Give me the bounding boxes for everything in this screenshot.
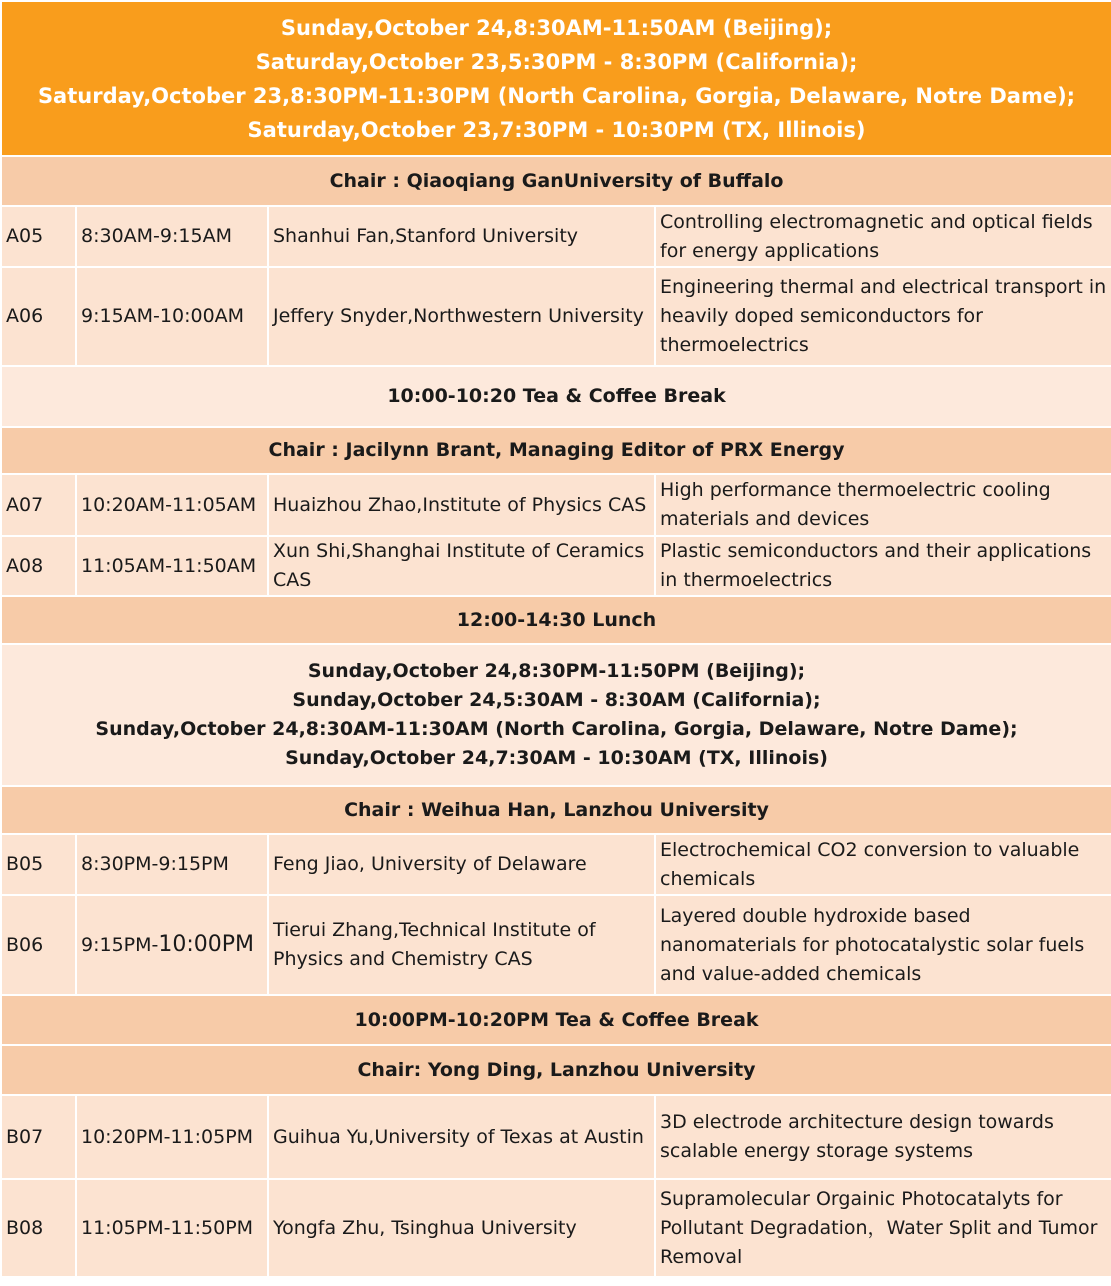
header-line: Saturday,October 23,7:30PM - 10:30PM (TX, Illinois): [247, 117, 866, 142]
talk-time: 10:20PM-11:05PM: [76, 1095, 268, 1179]
talk-title: Layered double hydroxide based nanomaterials for photocatalystic solar fuels and value-added chemicals: [655, 895, 1111, 995]
talk-title: 3D electrode architecture design towards scalable energy storage systems: [655, 1095, 1111, 1179]
session-time-header-2: [1, 644, 1111, 786]
talk-title: Controlling electromagnetic and optical fields for energy applications: [655, 206, 1111, 267]
chair-label: Chair: Yong Ding, Lanzhou University: [1, 1045, 1111, 1095]
lunch-row: [1, 596, 1111, 644]
talk-speaker: Guihua Yu,University of Texas at Austin: [268, 1095, 655, 1179]
chair-row: [1, 1045, 1111, 1095]
table-row: [1, 474, 1111, 536]
talk-speaker: Jeffery Snyder,Northwestern University: [268, 267, 655, 366]
break-label: 10:00PM-10:20PM Tea & Coffee Break: [1, 995, 1111, 1045]
header-line: Sunday,October 24,8:30AM-11:30AM (North Carolina, Gorgia, Delaware, Notre Dame);: [95, 718, 1018, 740]
header-line: Saturday,October 23,8:30PM-11:30PM (North Carolina, Gorgia, Delaware, Notre Dame);: [37, 83, 1076, 108]
talk-title: Plastic semiconductors and their applications in thermoelectrics: [655, 536, 1111, 596]
chair-row: [1, 427, 1111, 474]
chair-label: Chair : Jacilynn Brant, Managing Editor of PRX Energy: [1, 427, 1111, 474]
table-row: [1, 834, 1111, 895]
header-line: Sunday,October 24,7:30AM - 10:30AM (TX, Illinois): [285, 747, 828, 769]
break-row: [1, 366, 1111, 427]
chair-row: [1, 156, 1111, 206]
talk-code: A06: [1, 267, 76, 366]
chair-row: [1, 786, 1111, 834]
talk-speaker: Yongfa Zhu, Tsinghua University: [268, 1179, 655, 1277]
table-row: [1, 267, 1111, 366]
talk-code: B08: [1, 1179, 76, 1277]
session-time-header: [1, 1, 1111, 156]
talk-time: 11:05AM-11:50AM: [76, 536, 268, 596]
table-row: [1, 536, 1111, 596]
table-row: [1, 206, 1111, 267]
header-line: Sunday,October 24,8:30PM-11:50PM (Beijing);: [307, 660, 806, 682]
talk-code: B05: [1, 834, 76, 895]
talk-speaker: Feng Jiao, University of Delaware: [268, 834, 655, 895]
talk-time: 9:15AM-10:00AM: [76, 267, 268, 366]
talk-speaker: Huaizhou Zhao,Institute of Physics CAS: [268, 474, 655, 536]
break-row: [1, 995, 1111, 1045]
break-label: 10:00-10:20 Tea & Coffee Break: [1, 366, 1111, 427]
header-line: Saturday,October 23,5:30PM - 8:30PM (California);: [255, 49, 858, 74]
talk-speaker: Tierui Zhang,Technical Institute of Physics and Chemistry CAS: [268, 895, 655, 995]
talk-time: 8:30AM-9:15AM: [76, 206, 268, 267]
talk-time: [76, 895, 268, 995]
talk-code: B07: [1, 1095, 76, 1179]
talk-time-start: 9:15PM-: [81, 934, 159, 956]
header-row: [1, 1, 1111, 156]
chair-label: Chair : Weihua Han, Lanzhou University: [1, 786, 1111, 834]
talk-code: A05: [1, 206, 76, 267]
table-row: [1, 895, 1111, 995]
talk-title: Engineering thermal and electrical transport in heavily doped semiconductors for thermoelectrics: [655, 267, 1111, 366]
talk-speaker: Xun Shi,Shanghai Institute of Ceramics CAS: [268, 536, 655, 596]
chair-label: Chair : Qiaoqiang GanUniversity of Buffalo: [1, 156, 1111, 206]
talk-code: A08: [1, 536, 76, 596]
talk-code: A07: [1, 474, 76, 536]
talk-time: 8:30PM-9:15PM: [76, 834, 268, 895]
talk-title: Electrochemical CO2 conversion to valuable chemicals: [655, 834, 1111, 895]
talk-code: B06: [1, 895, 76, 995]
talk-speaker: Shanhui Fan,Stanford University: [268, 206, 655, 267]
talk-time-end: 10:00PM: [158, 932, 255, 957]
lunch-label: 12:00-14:30 Lunch: [1, 596, 1111, 644]
talk-title: High performance thermoelectric cooling materials and devices: [655, 474, 1111, 536]
header-line: Sunday,October 24,5:30AM - 8:30AM (California);: [292, 689, 821, 711]
talk-time: 11:05PM-11:50PM: [76, 1179, 268, 1277]
header-line: Sunday,October 24,8:30AM-11:50AM (Beijing);: [280, 15, 833, 40]
second-header-row: [1, 644, 1111, 786]
talk-time: 10:20AM-11:05AM: [76, 474, 268, 536]
table-row: [1, 1179, 1111, 1277]
table-row: [1, 1095, 1111, 1179]
talk-title: Supramolecular Orgainic Photocatalyts for Pollutant Degradation，Water Split and Tumor Removal: [655, 1179, 1111, 1277]
